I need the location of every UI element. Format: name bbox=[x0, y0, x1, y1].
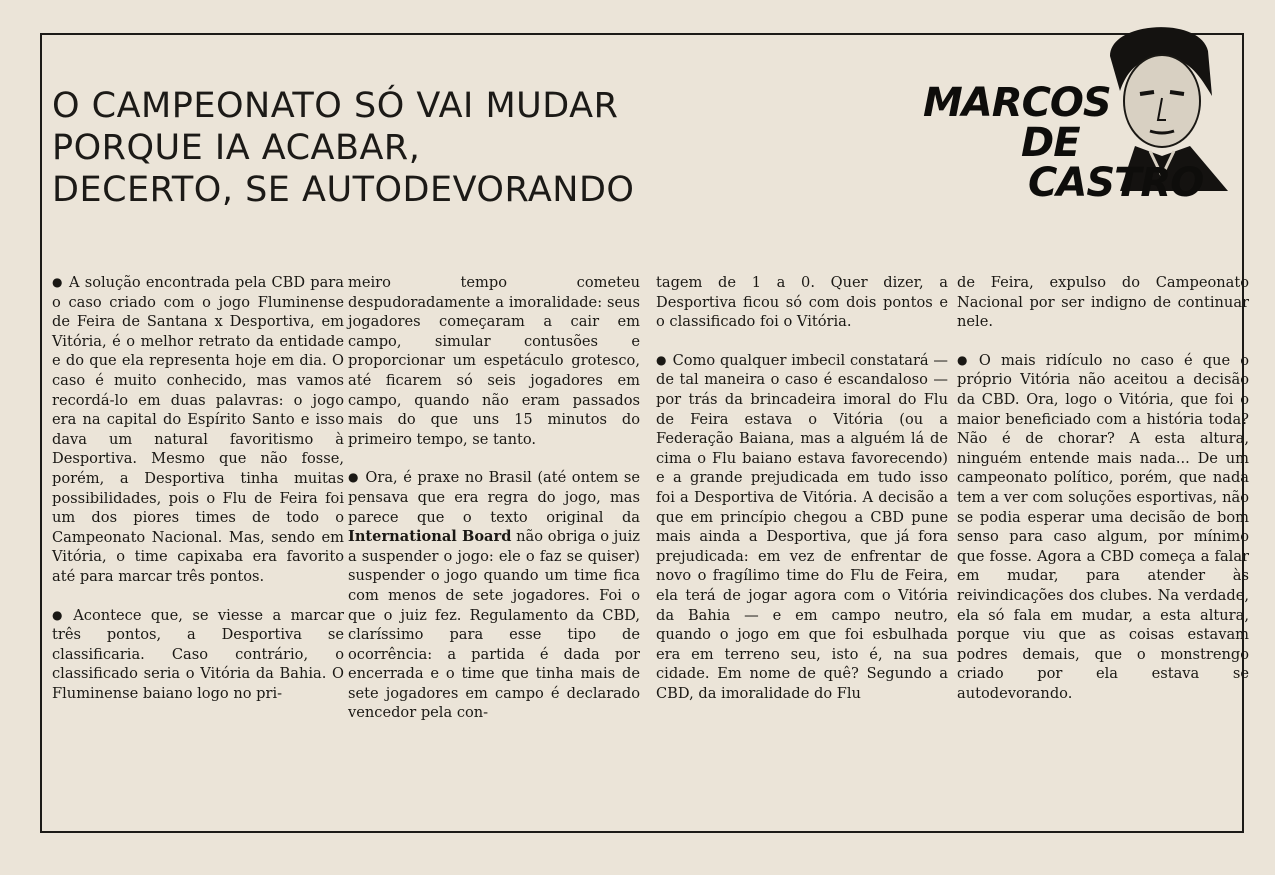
headline bbox=[52, 85, 772, 211]
paragraph: de Feira, expulso do Campeonato Nacional por ser indigno de continuar nele. bbox=[957, 274, 1249, 331]
paragraph: ● Acontece que, se viesse a marcar três pontos, a Desportiva se classificaria. Caso contrário, o classificado seria o Vitória da Bahia. O Fluminense baiano logo no pri- bbox=[52, 606, 344, 702]
article-column-1 bbox=[52, 273, 344, 722]
headline-line-2: PORQUE IA ACABAR, bbox=[52, 128, 421, 168]
paragraph: meiro tempo cometeu despudoradamente a imoralidade: seus jogadores começaram a cair em campo, simular contusões e proporcionar um espetáculo grotesco, até ficarem só seis jogadores em campo, quando não eram passados mais do que uns 15 minutos do primeiro tempo, se tanto. bbox=[348, 274, 640, 448]
article-column-2 bbox=[348, 273, 640, 742]
bullet-icon: ● bbox=[348, 470, 360, 485]
bold-term: International Board bbox=[348, 528, 512, 546]
bullet-icon: ● bbox=[957, 352, 973, 367]
article-column-4 bbox=[957, 273, 1249, 722]
headline-line-3: DECERTO, SE AUTODEVORANDO bbox=[52, 170, 635, 210]
paragraph: ● O mais ridículo no caso é que o próprio Vitória não aceitou a decisão da CBD. Ora, logo o Vitória, que foi o maior beneficiado com a história toda? Não é de chorar? A esta altura, ninguém entende mais nada... De um campeonato político, porém, que nada tem a ver com soluções esportivas, não se podia esperar uma decisão de bom senso para caso algum, por mínimo que fosse. Agora a CBD começa a falar em mudar, para atender às reivindicações dos clubes. Na verdade, ela só fala em mudar, a esta altura, porque viu que as coisas estavam podres demais, que o monstrengo criado por ela estava se autodevorando. bbox=[957, 351, 1249, 702]
byline-particle: DE bbox=[1021, 120, 1080, 166]
paragraph: ● Como qualquer imbecil constatará — de tal maneira o caso é escandaloso — por trás da brincadeira imoral do Flu de Feira estava o Vitória (ou a Federação Baiana, mas a alguém lá de cima o Flu baiano estava favorecendo) e a grande prejudicada em tudo isso foi a Desportiva de Vitória. A decisão a que em princípio chegou a CBD pune mais ainda a Desportiva, que já fora prejudicada: em vez de enfrentar de novo o fragílimo time do Flu de Feira, ela terá de jogar agora com o Vitória da Bahia — e em campo neutro, quando o jogo em que foi esbulhada era em terreno seu, isto é, na sua cidade. Em nome de quê? Segundo a CBD, da imoralidade do Flu bbox=[656, 351, 948, 702]
bullet-icon: ● bbox=[656, 352, 667, 367]
byline-last-name: CASTRO bbox=[1028, 160, 1204, 206]
article-column-3 bbox=[656, 273, 948, 722]
paragraph: ● Ora, é praxe no Brasil (até ontem se pensava que era regra do jogo, mas parece que o texto original da International Board não obriga o juiz a suspender o jogo: ele o faz se quiser) suspender o jogo quando um time fica com menos de sete jogadores. Foi o que o juiz fez. Regulamento da CBD, claríssimo para esse tipo de ocorrência: a partida é dada por encerrada e o time que tinha mais de sete jogadores em campo é declarado vencedor pela con- bbox=[348, 469, 640, 722]
paragraph: ● A solução encontrada pela CBD para o caso criado com o jogo Fluminense de Feira de Santana x Desportiva, em Vitória, é o melhor retrato da entidade e do que ela representa hoje em dia. O caso é muito conhecido, mas vamos recordá-lo em duas palavras: o jogo era na capital do Espírito Santo e isso dava um natural favoritismo à Desportiva. Mesmo que não fosse, porém, a Desportiva tinha muitas possibilidades, pois o Flu de Feira foi um dos piores times de todo o Campeonato Nacional. Mas, sendo em Vitória, o time capixaba era favorito até para marcar três pontos. bbox=[52, 274, 344, 585]
bullet-icon: ● bbox=[52, 275, 63, 289]
author-byline bbox=[918, 80, 1218, 206]
headline-line-1: O CAMPEONATO SÓ VAI MUDAR bbox=[52, 86, 619, 126]
bullet-icon: ● bbox=[52, 607, 68, 622]
paragraph: tagem de 1 a 0. Quer dizer, a Desportiva ficou só com dois pontos e o classificado foi o Vitória. bbox=[656, 274, 948, 331]
byline-first-name: MARCOS bbox=[923, 80, 1111, 126]
